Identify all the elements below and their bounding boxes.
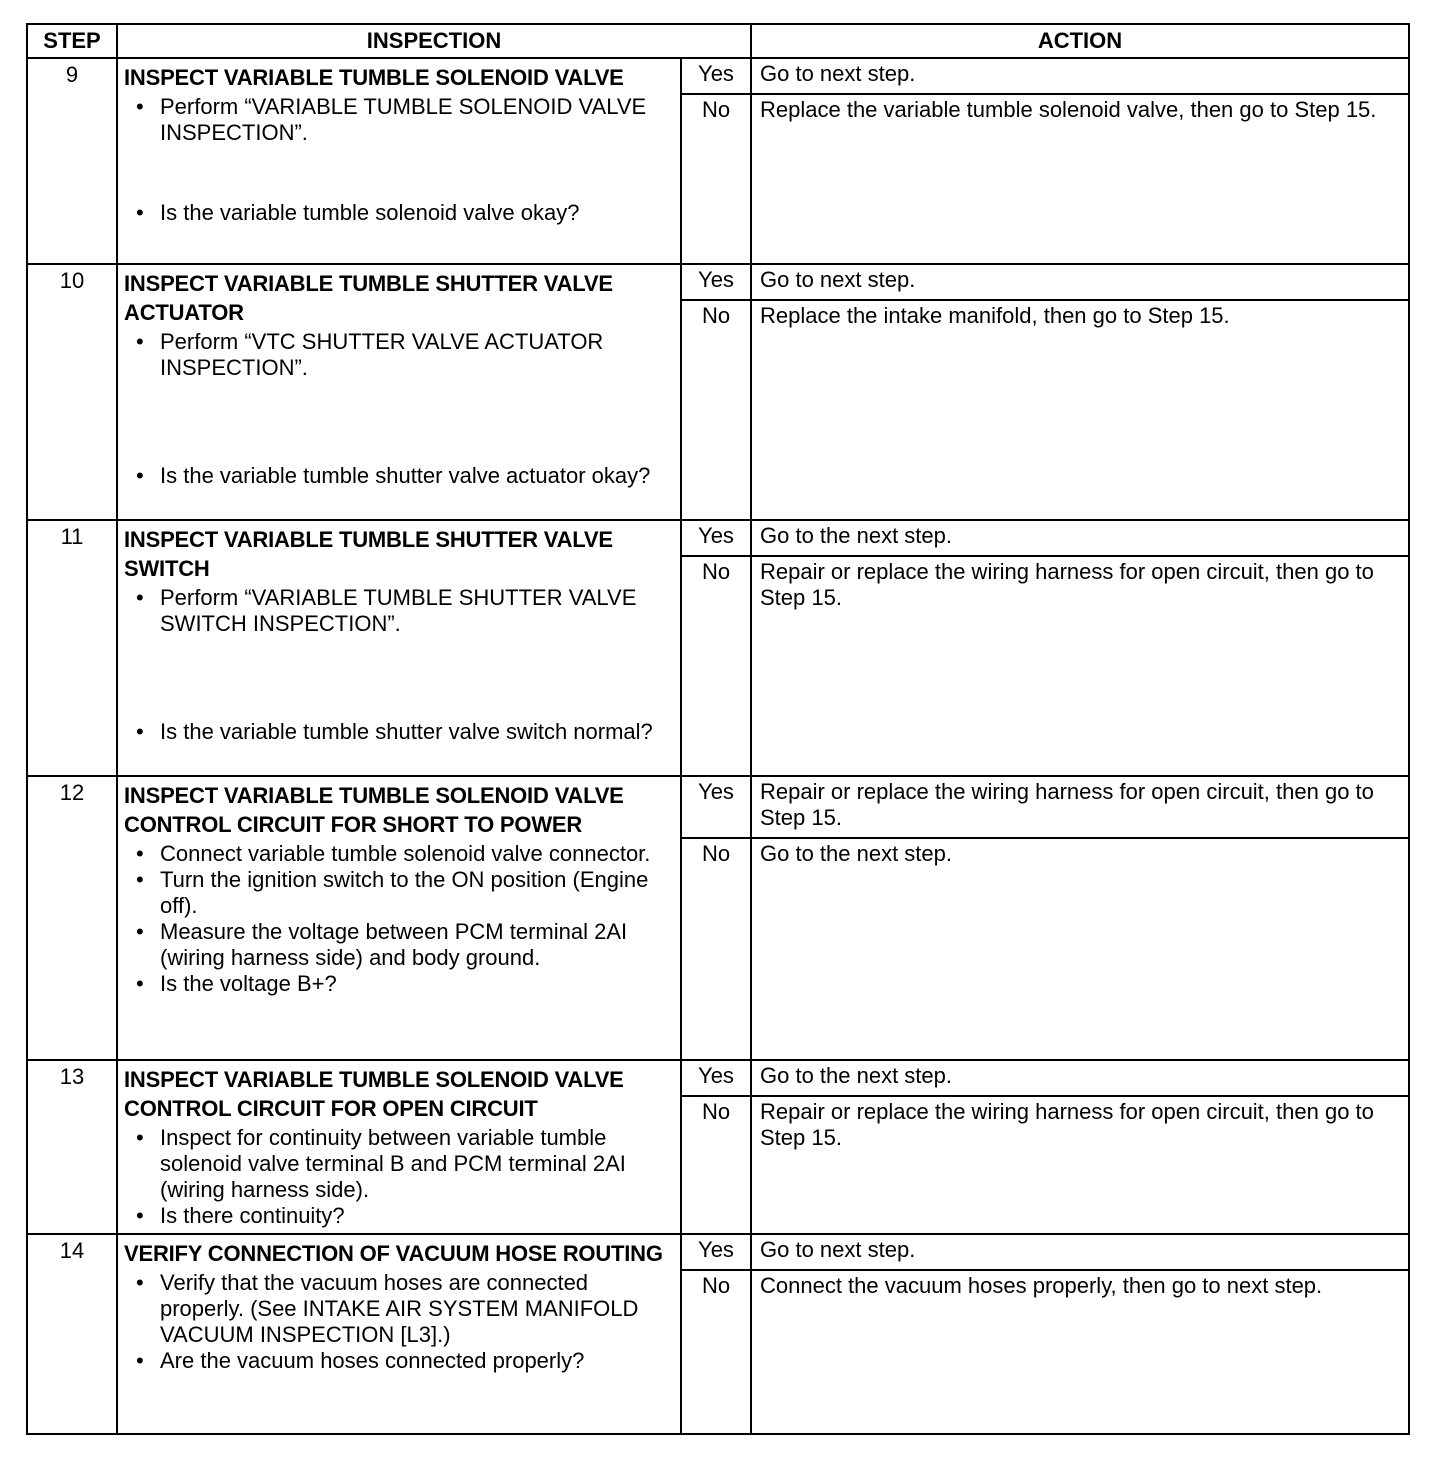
step-12-group <box>27 776 1409 1060</box>
no-label: No <box>681 838 751 1060</box>
step-number: 11 <box>27 520 117 776</box>
header-step: STEP <box>27 24 117 58</box>
no-label: No <box>681 1270 751 1434</box>
header-inspection: INSPECTION <box>117 24 751 58</box>
yes-action: Go to next step. <box>751 264 1409 300</box>
no-action: Go to the next step. <box>751 838 1409 1060</box>
yes-action: Go to the next step. <box>751 520 1409 556</box>
step-row-yes <box>27 776 1409 838</box>
inspection-bullets <box>124 329 674 489</box>
inspection-title: INSPECT VARIABLE TUMBLE SHUTTER VALVE SWITCH <box>124 527 613 581</box>
step-number: 12 <box>27 776 117 1060</box>
inspection-cell <box>117 776 681 1060</box>
inspection-cell <box>117 1234 681 1434</box>
inspection-title: INSPECT VARIABLE TUMBLE SHUTTER VALVE ACTUATOR <box>124 271 613 325</box>
no-label: No <box>681 300 751 520</box>
bullet-item: • Perform “VTC SHUTTER VALVE ACTUATOR INSPECTION”. <box>124 329 674 381</box>
no-action: Connect the vacuum hoses properly, then go to next step. <box>751 1270 1409 1434</box>
inspection-cell <box>117 58 681 264</box>
inspection-title: VERIFY CONNECTION OF VACUUM HOSE ROUTING <box>124 1241 663 1266</box>
bullet-item: • Is there continuity? <box>124 1203 674 1229</box>
yes-action: Go to next step. <box>751 58 1409 94</box>
inspection-cell <box>117 264 681 520</box>
bullet-item: • Inspect for continuity between variable tumble solenoid valve terminal B and PCM terminal 2AI (wiring harness side). <box>124 1125 674 1203</box>
inspection-bullets <box>124 841 674 997</box>
no-action: Repair or replace the wiring harness for open circuit, then go to Step 15. <box>751 1096 1409 1234</box>
step-number: 14 <box>27 1234 117 1434</box>
inspection-title: INSPECT VARIABLE TUMBLE SOLENOID VALVE <box>124 65 624 90</box>
inspection-bullets <box>124 585 674 745</box>
no-action: Repair or replace the wiring harness for open circuit, then go to Step 15. <box>751 556 1409 776</box>
yes-action: Go to next step. <box>751 1234 1409 1270</box>
yes-label: Yes <box>681 1060 751 1096</box>
bullet-item: • Is the voltage B+? <box>124 971 674 997</box>
diagnostic-table <box>26 23 1410 1435</box>
bullet-item: • Are the vacuum hoses connected properly? <box>124 1348 674 1374</box>
step-13-group <box>27 1060 1409 1234</box>
yes-label: Yes <box>681 520 751 556</box>
no-action: Replace the variable tumble solenoid valve, then go to Step 15. <box>751 94 1409 264</box>
yes-label: Yes <box>681 264 751 300</box>
step-14-group <box>27 1234 1409 1434</box>
bullet-item: • Perform “VARIABLE TUMBLE SOLENOID VALVE INSPECTION”. <box>124 94 674 146</box>
step-9-group <box>27 58 1409 264</box>
step-11-group <box>27 520 1409 776</box>
no-label: No <box>681 94 751 264</box>
step-row-yes <box>27 1234 1409 1270</box>
no-action: Replace the intake manifold, then go to Step 15. <box>751 300 1409 520</box>
bullet-item: • Measure the voltage between PCM terminal 2AI (wiring harness side) and body ground. <box>124 919 674 971</box>
step-number: 13 <box>27 1060 117 1234</box>
inspection-bullets <box>124 1125 674 1229</box>
inspection-title: INSPECT VARIABLE TUMBLE SOLENOID VALVE CONTROL CIRCUIT FOR OPEN CIRCUIT <box>124 1067 624 1121</box>
header-row <box>27 24 1409 58</box>
bullet-item: • Connect variable tumble solenoid valve connector. <box>124 841 674 867</box>
inspection-bullets <box>124 94 674 226</box>
no-label: No <box>681 556 751 776</box>
yes-label: Yes <box>681 1234 751 1270</box>
yes-label: Yes <box>681 58 751 94</box>
bullet-item: • Is the variable tumble shutter valve actuator okay? <box>124 463 674 489</box>
inspection-cell <box>117 520 681 776</box>
bullet-item: • Turn the ignition switch to the ON position (Engine off). <box>124 867 674 919</box>
step-10-group <box>27 264 1409 520</box>
step-row-yes <box>27 1060 1409 1096</box>
bullet-item: • Verify that the vacuum hoses are connected properly. (See INTAKE AIR SYSTEM MANIFOLD VACUUM INSPECTION [L3].) <box>124 1270 674 1348</box>
inspection-cell <box>117 1060 681 1234</box>
yes-action: Repair or replace the wiring harness for open circuit, then go to Step 15. <box>751 776 1409 838</box>
inspection-bullets <box>124 1270 674 1374</box>
bullet-item: • Is the variable tumble solenoid valve okay? <box>124 200 674 226</box>
inspection-title: INSPECT VARIABLE TUMBLE SOLENOID VALVE CONTROL CIRCUIT FOR SHORT TO POWER <box>124 783 624 837</box>
step-row-yes <box>27 58 1409 94</box>
step-number: 9 <box>27 58 117 264</box>
step-number: 10 <box>27 264 117 520</box>
step-row-yes <box>27 264 1409 300</box>
bullet-item: • Perform “VARIABLE TUMBLE SHUTTER VALVE SWITCH INSPECTION”. <box>124 585 674 637</box>
step-row-yes <box>27 520 1409 556</box>
yes-action: Go to the next step. <box>751 1060 1409 1096</box>
yes-label: Yes <box>681 776 751 838</box>
header-action: ACTION <box>751 24 1409 58</box>
no-label: No <box>681 1096 751 1234</box>
bullet-item: • Is the variable tumble shutter valve switch normal? <box>124 719 674 745</box>
